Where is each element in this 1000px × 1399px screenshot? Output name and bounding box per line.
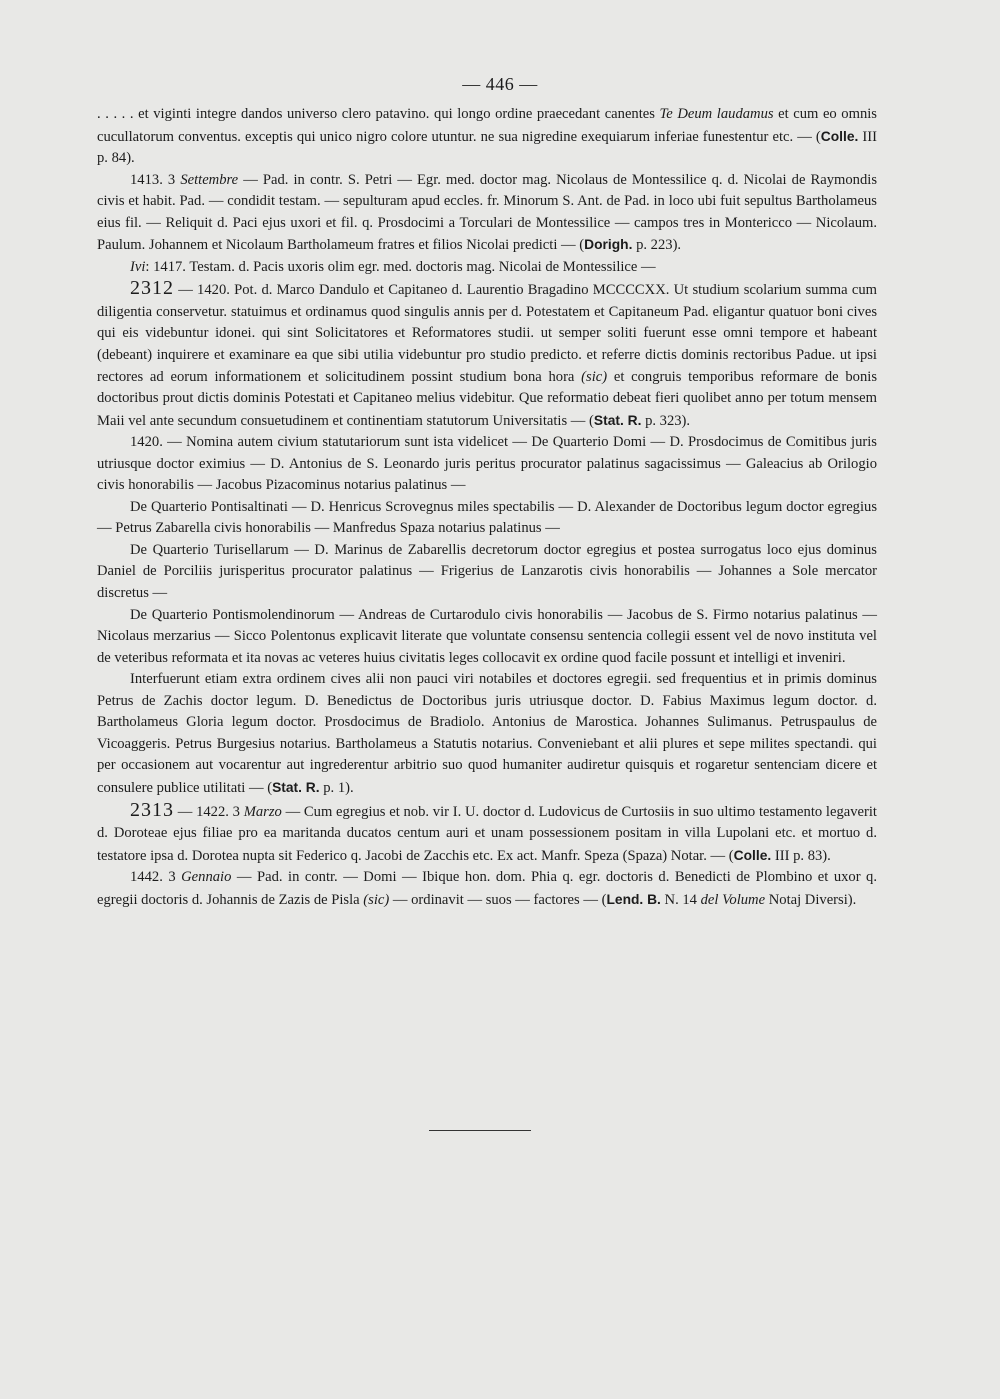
text-run: Notaj Diversi). [765, 891, 857, 908]
source-citation: Dorigh. [584, 237, 633, 253]
text-run: Interfuerunt etiam extra ordinem cives alii non pauci viri notabiles et doctores egregii. sed frequentius et in primis dominus Petrus de Zachis doctor legum. D. Benedictus de Doctoribus juris utriusque doctor. D. Fabius Maximus legum doctor. d. Bartholameus Gloria legum doctor. Prosdocimus de Bradiolo. Antonius de Marostica. Johannes Sulimanus. Petruspaulus de Vicoaggeris. Petrus Burgesius notarius. Bartholameus a Statutis notarius. Conveniebant et alii plures et sepe milites spectandi. qui per occasionem aut vocarentur aut ingrederentur arbitrio suo quod humaniter audiretur quisquis et rogaretur sentenciam dicere et consulere publice utilitati — ( [97, 671, 877, 796]
source-citation: Colle. [733, 847, 772, 863]
text-run: De Quarterio Pontisaltinati — D. Henricus Scrovegnus miles spectabilis — D. Alexander de Doctoribus legum doctor egregius — Petrus Zabarella civis honorabilis — Manfredus Spaza notarius palatinus — [97, 498, 877, 537]
paragraph-p3 [97, 257, 877, 279]
source-citation: Lend. B. [606, 891, 661, 907]
text-run: — 1422. 3 [174, 803, 244, 820]
paragraph-p4 [97, 278, 877, 432]
paragraph-p1 [97, 104, 877, 170]
document-number: 2312 [130, 277, 174, 300]
text-run: p. 223). [632, 237, 682, 254]
italic-text: (sic) [581, 368, 608, 385]
text-run: p. 323). [641, 412, 691, 429]
italic-text: del Volume [700, 891, 766, 908]
italic-text: Marzo [243, 803, 282, 820]
paragraph-p8 [97, 605, 877, 670]
italic-text: Settembre [180, 171, 239, 188]
paragraph-p5 [97, 432, 877, 497]
paragraph-p2 [97, 170, 877, 257]
text-run: 1420. — Nomina autem civium statutariorum sunt ista videlicet — De Quarterio Domi — D. Prosdocimus de Comitibus juris utriusque doctor eximius — D. Antonius de S. Leonardo juris peritus procurator palatinus sagacissimus — Galeacius ab Orilogio civis honorabilis — Jacobus Pizacominus notarius palatinus — [97, 434, 877, 494]
text-run: III p. 83). [771, 847, 831, 864]
text-run: 1442. 3 [130, 869, 182, 886]
text-run: De Quarterio Turisellarum — D. Marinus de Zabarellis decretorum doctor egregius et postea surrogatus loco ejus dominus Daniel de Porciliis jurisperitus procurator palatinus — Frigerius de Lanzarotis civis honorabilis — Johannes a Sole mercator discretus — [97, 541, 877, 602]
italic-text: Te Deum laudamus [659, 106, 774, 122]
paragraph-p10 [97, 800, 877, 868]
text-run: De Quarterio Pontismolendinorum — Andreas de Curtarodulo civis honorabilis — Jacobus de S. Firmo notarius palatinus — Nicolaus merzarius — Sicco Polentonus explicavit literate que voluntate consensu sentencia collegii essent vel de novo instituta vel de veteribus reformata et ita novas ac veteres huius civitatis leges collocavit ex ordine quod facile possunt et intelligi et inveniri. [97, 606, 877, 666]
paragraph-p9 [97, 669, 877, 799]
text-run: et cum eo omnis cucullatorum conventus. exceptis qui unico nigro colore utuntur. ne sua nigredine exequiarum inferiae funestentur etc. — ( [97, 106, 877, 145]
text-run: — Pad. in contr. — Domi — Ibique hon. dom. Phia q. egr. doctoris d. Benedicti de Plombino et uxor q. egregii doctoris d. Johannis de Zazis de Pisla [97, 869, 878, 908]
italic-text: Gennaio [181, 869, 232, 886]
text-run: — 1420. Pot. d. Marco Dandulo et Capitaneo d. Laurentio Bragadino MCCCCXX. Ut studium scolarium summa cum diligentia conservetur. statuimus et ordinamus quod singulis annis per d. Potestatem et Capitaneum Pad. eligantur quatuor boni cives qui eis videbuntur idonei. qui sint Solicitatores et Reformatores studii. ut semper soliti fuerunt esse omni tempore et habeant (debeant) inquirere et examinare ea que sibi utilia videbuntur pro studio predicto. et referre dictis dominis rectoribus Padue. ut ipsi rectores ad eorum informationem et solicitudinem possint studium bona hora [97, 282, 877, 385]
closing-rule [429, 1130, 531, 1131]
italic-text: Ivi [130, 258, 146, 275]
text-run: 1413. 3 [130, 171, 181, 188]
paragraph-p6 [97, 497, 877, 540]
text-run: : 1417. Testam. d. Pacis uxoris olim egr. med. doctoris mag. Nicolai de Montessilice — [145, 258, 656, 275]
page-number: — 446 — [462, 74, 538, 94]
italic-text: (sic) [363, 891, 390, 908]
source-citation: Stat. R. [272, 779, 320, 795]
text-run: p. 1). [319, 779, 354, 796]
paragraph-p7 [97, 540, 877, 605]
text-run: — Cum egregius et nob. vir I. U. doctor d. Ludovicus de Curtosiis in suo ultimo testamento legaverit d. Doroteae ejus filiae pro ea maritanda ducatos centum auri et unam possessionem positam in villa Lupolani etc. et mortuo d. testatore ipsa d. Dorotea nupta sit Federico q. Jacobi de Zacchis etc. Ex act. Manfr. Speza (Spaza) Notar. — ( [97, 803, 877, 864]
text-run: — ordinavit — suos — factores — ( [389, 891, 607, 908]
source-citation: Colle. [820, 128, 859, 144]
text-run: et congruis temporibus reformare de bonis doctoribus prout dictis dominis Potestati et Capitaneo melius videbitur. Que reformatio debeat fieri quolibet anno per totum mensem Maii vel ante secundum consuetudinem et continentiam statutorum Universitatis — ( [97, 368, 878, 429]
text-run: N. 14 [660, 891, 701, 908]
document-number: 2313 [130, 798, 174, 821]
text-run: — Pad. in contr. S. Petri — Egr. med. doctor mag. Nicolaus de Montessilice q. d. Nicolai de Raymondis civis et habit. Pad. — condidit testam. — sepulturam apud eccles. fr. Minorum S. Ant. de Pad. in loco ubi fuit sepultus Bartholameus eius fil. — Reliquit d. Paci ejus uxori et fil. q. Prosdocimi a Torculari de Montessilice — campos tres in Montericco — Nicolaum. Paulum. Johannem et Nicolaum Bartholameum fratres et filios Nicolai predicti — ( [97, 171, 877, 254]
text-run: . . . . . et viginti integre dandos universo clero patavino. qui longo ordine praecedant canentes [97, 106, 660, 122]
source-citation: Stat. R. [593, 412, 642, 428]
paragraph-p11 [97, 867, 877, 911]
text-run: III p. 84). [97, 128, 878, 167]
text-body [97, 104, 877, 911]
